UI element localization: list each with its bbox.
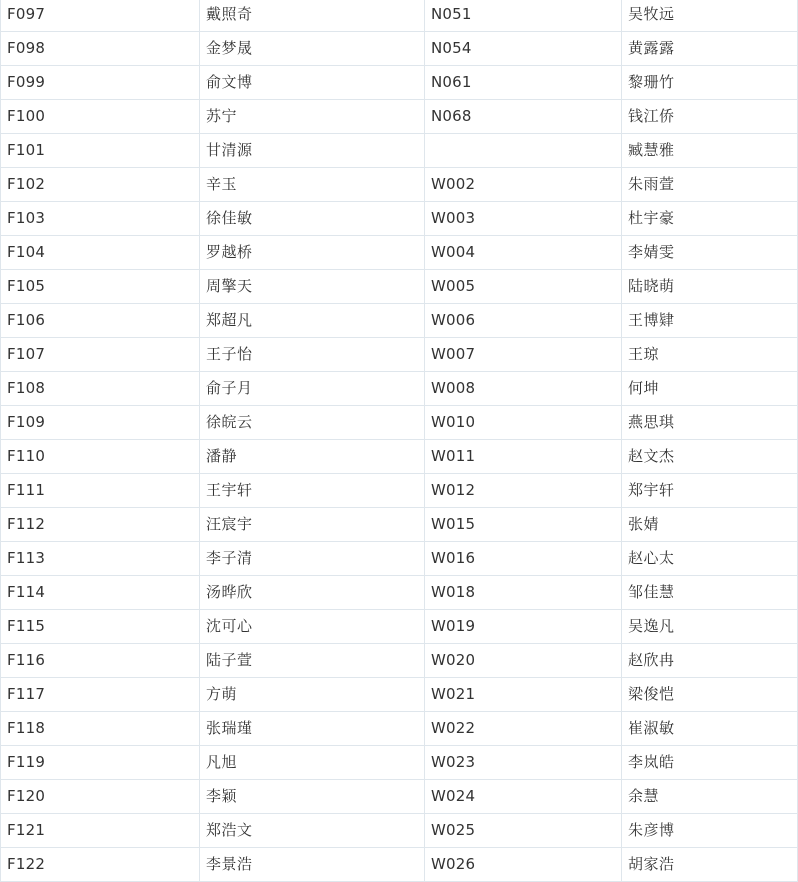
student-id-cell: N061 [425,66,622,100]
student-name-cell: 崔淑敏 [622,712,798,746]
student-name-cell: 赵心太 [622,542,798,576]
student-id-cell: F101 [1,134,200,168]
table-row [1,236,798,270]
table-row [1,576,798,610]
student-name-cell: 沈可心 [200,610,425,644]
student-name-cell: 黄露露 [622,32,798,66]
student-name-cell: 徐皖云 [200,406,425,440]
student-name-cell: 郑浩文 [200,814,425,848]
student-name-cell: 李婧雯 [622,236,798,270]
table-row [1,746,798,780]
table-row [1,440,798,474]
table-row [1,814,798,848]
table-row [1,100,798,134]
table-row [1,66,798,100]
student-id-cell: W006 [425,304,622,338]
student-name-cell: 王子怡 [200,338,425,372]
student-id-cell: W026 [425,848,622,882]
student-id-cell: F099 [1,66,200,100]
student-id-cell: F114 [1,576,200,610]
student-name-cell: 郑超凡 [200,304,425,338]
table-row [1,712,798,746]
table-row [1,406,798,440]
student-id-cell: W019 [425,610,622,644]
student-id-cell: W010 [425,406,622,440]
student-name-cell: 吴牧远 [622,0,798,32]
roster-table-body [1,0,798,882]
student-id-cell: W023 [425,746,622,780]
student-id-cell: W015 [425,508,622,542]
student-id-cell: W011 [425,440,622,474]
table-row [1,678,798,712]
student-name-cell: 何坤 [622,372,798,406]
student-name-cell: 辛玉 [200,168,425,202]
student-id-cell: W025 [425,814,622,848]
student-id-cell: F113 [1,542,200,576]
table-row [1,508,798,542]
student-name-cell: 钱江侨 [622,100,798,134]
student-name-cell: 李景浩 [200,848,425,882]
student-id-cell: W022 [425,712,622,746]
student-name-cell: 李颖 [200,780,425,814]
student-name-cell: 汤晔欣 [200,576,425,610]
student-name-cell: 朱雨萱 [622,168,798,202]
table-row [1,32,798,66]
student-id-cell: F100 [1,100,200,134]
student-name-cell: 苏宁 [200,100,425,134]
student-name-cell: 徐佳敏 [200,202,425,236]
student-name-cell: 张瑞瑾 [200,712,425,746]
student-id-cell: W016 [425,542,622,576]
student-name-cell: 吴逸凡 [622,610,798,644]
student-id-cell: F112 [1,508,200,542]
table-row [1,0,798,32]
student-id-cell: F116 [1,644,200,678]
student-name-cell: 陆晓萌 [622,270,798,304]
student-name-cell: 黎珊竹 [622,66,798,100]
student-name-cell: 金梦晟 [200,32,425,66]
student-name-cell: 邹佳慧 [622,576,798,610]
student-name-cell: 胡家浩 [622,848,798,882]
student-name-cell: 张婧 [622,508,798,542]
student-id-cell: W018 [425,576,622,610]
student-name-cell: 俞子月 [200,372,425,406]
table-row [1,644,798,678]
table-row [1,168,798,202]
table-row [1,474,798,508]
student-id-cell: W007 [425,338,622,372]
student-id-cell: W008 [425,372,622,406]
student-id-cell: W003 [425,202,622,236]
student-name-cell: 周擎天 [200,270,425,304]
student-id-cell: F122 [1,848,200,882]
student-id-cell: F108 [1,372,200,406]
student-id-cell: F120 [1,780,200,814]
student-name-cell: 甘清源 [200,134,425,168]
student-name-cell: 潘静 [200,440,425,474]
student-name-cell: 赵欣冉 [622,644,798,678]
student-id-cell: W005 [425,270,622,304]
student-id-cell: N051 [425,0,622,32]
student-id-cell: F106 [1,304,200,338]
table-row [1,304,798,338]
student-id-cell: F107 [1,338,200,372]
student-name-cell: 俞文博 [200,66,425,100]
student-name-cell: 朱彦博 [622,814,798,848]
student-name-cell: 赵文杰 [622,440,798,474]
student-id-cell: F115 [1,610,200,644]
student-id-cell: F105 [1,270,200,304]
table-row [1,372,798,406]
student-id-cell: W002 [425,168,622,202]
student-id-cell: F102 [1,168,200,202]
student-name-cell: 汪宸宇 [200,508,425,542]
student-id-cell: N054 [425,32,622,66]
student-id-cell: F121 [1,814,200,848]
student-name-cell: 燕思琪 [622,406,798,440]
student-id-cell: F097 [1,0,200,32]
student-id-cell: N068 [425,100,622,134]
student-id-cell: F110 [1,440,200,474]
student-name-cell: 臧慧雅 [622,134,798,168]
student-id-cell: W024 [425,780,622,814]
table-row [1,610,798,644]
table-row [1,202,798,236]
student-id-cell: F103 [1,202,200,236]
student-id-cell: W004 [425,236,622,270]
student-id-cell: F109 [1,406,200,440]
table-row [1,134,798,168]
student-name-cell: 王琼 [622,338,798,372]
student-id-cell: F117 [1,678,200,712]
student-id-cell: F119 [1,746,200,780]
student-id-cell: F104 [1,236,200,270]
student-name-cell: 李子清 [200,542,425,576]
student-id-cell: F098 [1,32,200,66]
student-id-cell: W021 [425,678,622,712]
student-id-cell [425,134,622,168]
student-name-cell: 杜宇豪 [622,202,798,236]
table-row [1,270,798,304]
student-name-cell: 陆子萱 [200,644,425,678]
student-name-cell: 方萌 [200,678,425,712]
student-name-cell: 梁俊恺 [622,678,798,712]
table-row [1,338,798,372]
student-name-cell: 郑宇轩 [622,474,798,508]
student-name-cell: 罗越桥 [200,236,425,270]
student-id-cell: W020 [425,644,622,678]
student-name-cell: 王博肄 [622,304,798,338]
student-name-cell: 李岚皓 [622,746,798,780]
student-id-cell: F111 [1,474,200,508]
student-name-cell: 王宇轩 [200,474,425,508]
student-id-cell: W012 [425,474,622,508]
student-id-cell: F118 [1,712,200,746]
student-name-cell: 凡旭 [200,746,425,780]
table-row [1,848,798,882]
student-name-cell: 余慧 [622,780,798,814]
table-row [1,542,798,576]
table-row [1,780,798,814]
student-name-cell: 戴照奇 [200,0,425,32]
